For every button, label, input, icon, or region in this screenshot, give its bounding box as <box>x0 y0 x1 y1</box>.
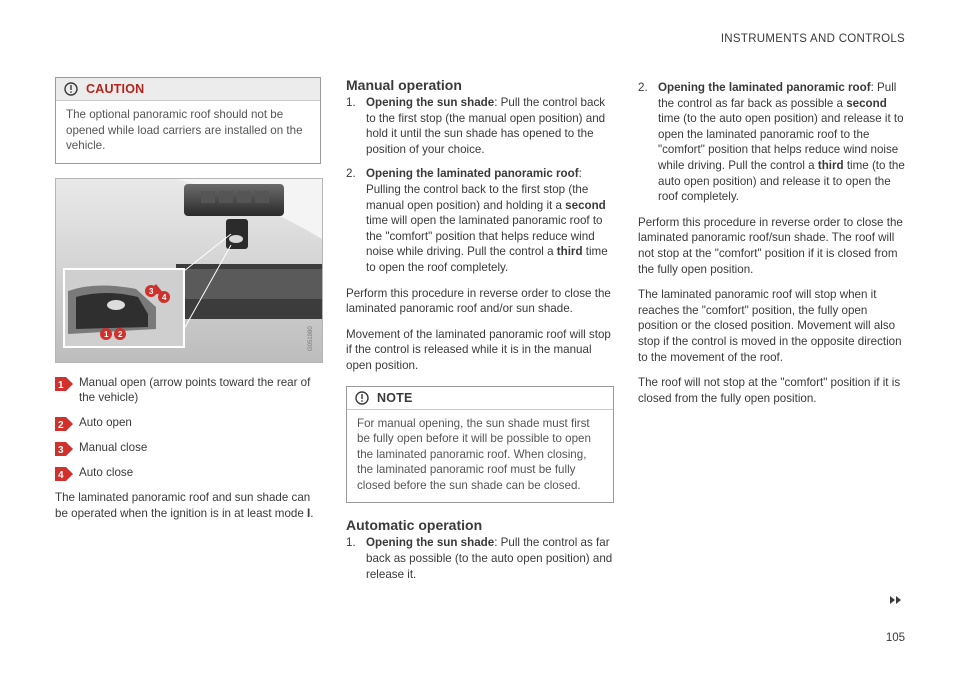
column-left <box>55 77 321 521</box>
callout-2-label: 2 <box>118 329 123 339</box>
column-right <box>638 80 906 416</box>
double-chevron-right-icon[interactable] <box>889 595 903 605</box>
legend-item <box>55 415 321 431</box>
column-middle <box>346 77 614 592</box>
legend-text: Auto close <box>79 465 134 479</box>
svg-text:1: 1 <box>58 379 64 391</box>
manual-steps <box>346 95 614 276</box>
callout-3-icon <box>55 442 73 456</box>
warning-icon <box>64 82 78 96</box>
legend-item <box>55 440 321 456</box>
callout-3-label: 3 <box>149 286 154 296</box>
paragraph: Perform this procedure in reverse order to close the laminated panoramic roof/sun shade. The roof will not stop at the "comfort" position if it is closed from the fully open position. <box>638 215 903 276</box>
callout-1-icon <box>55 377 73 391</box>
legend <box>55 375 321 481</box>
caution-header <box>56 78 320 101</box>
paragraph: Movement of the laminated panoramic roof will stop if the control is released while it is in the manual open position. <box>346 327 611 372</box>
paragraph: The laminated panoramic roof will stop when it reaches the "comfort" position, the fully open position or the closed position. Movement will also stop if the control is moved in the opposite direction to the movement of the roof. <box>638 288 902 364</box>
legend-text: Manual close <box>79 440 148 454</box>
callout-2-icon <box>55 417 73 431</box>
note-title: NOTE <box>377 390 413 405</box>
callout-4-label: 4 <box>162 292 167 302</box>
manual-operation-heading: Manual operation <box>346 77 462 93</box>
list-item: 2. Opening the laminated panoramic roof: Pulling the control back to the first stop (the manual open position) and holding it a second time will open the laminated panoramic roof to the "comfort" position that helps reduce wind noise while driving. Pull the control a third time to open the roof completely. <box>346 167 608 274</box>
svg-text:3: 3 <box>58 444 64 456</box>
page-header: INSTRUMENTS AND CONTROLS <box>720 33 905 45</box>
page-number: 105 <box>885 632 905 644</box>
roof-control-figure <box>55 178 323 363</box>
note-box <box>346 386 614 504</box>
callout-1-label: 1 <box>104 329 109 339</box>
automatic-steps-continued <box>638 80 906 205</box>
paragraph: The roof will not stop at the "comfort" position if it is closed from the fully open position. <box>638 376 901 405</box>
roof-control-illustration <box>56 179 322 362</box>
list-item: 2. Opening the laminated panoramic roof: Pull the control as far back as possible a second time (to the auto open position) and release it to open the laminated panoramic roof to the "comfort" position that helps reduce wind noise while driving. Pull the control a third time (to the auto open position) and release it to open the roof completely. <box>638 81 905 204</box>
svg-text:2: 2 <box>58 419 64 431</box>
info-icon <box>355 391 369 405</box>
figure-code: G051980 <box>308 326 314 351</box>
legend-text: Manual open (arrow points toward the rear of the vehicle) <box>79 375 311 405</box>
list-item: 1. Opening the sun shade: Pull the control as far back as possible (to the auto open position) and release it. <box>346 536 613 581</box>
intro-paragraph: The laminated panoramic roof and sun shade can be operated when the ignition is in at least mode I. <box>55 490 314 520</box>
caution-box <box>55 77 321 164</box>
list-item: 1. Opening the sun shade: Pull the control back to the first stop (the manual open position) and hold it until the sun shade has opened to the position of your choice. <box>346 96 606 156</box>
legend-text: Auto open <box>79 415 132 429</box>
legend-item <box>55 375 321 406</box>
note-header <box>347 387 613 410</box>
legend-item <box>55 465 321 481</box>
svg-text:4: 4 <box>58 469 64 481</box>
automatic-operation-heading: Automatic operation <box>346 517 483 534</box>
caution-title: CAUTION <box>86 82 145 96</box>
paragraph: Perform this procedure in reverse order to close the laminated panoramic roof and/or sun shade. <box>346 286 611 316</box>
automatic-steps <box>346 535 614 582</box>
note-text: For manual opening, the sun shade must first be fully open before it will be possible to open the laminated panoramic roof. When closing, the laminated panoramic roof must be fully closed before the sun shade can be closed. <box>357 416 591 492</box>
callout-4-icon <box>55 467 73 481</box>
caution-text: The optional panoramic roof should not be opened while load carriers are installed on the vehicle. <box>66 108 303 153</box>
